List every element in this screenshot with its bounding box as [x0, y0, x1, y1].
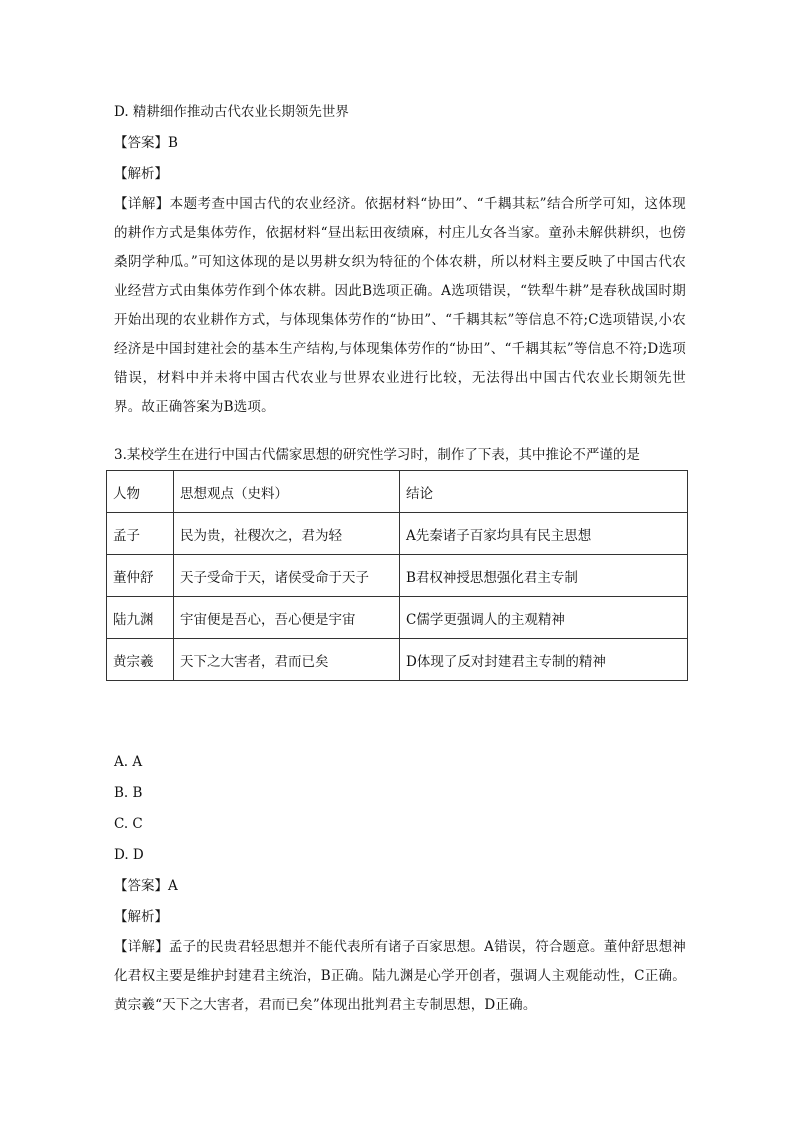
table-cell: C儒学更强调人的主观精神	[400, 597, 688, 639]
q3-option-a: A. A	[114, 754, 143, 770]
table-header-cell: 结论	[400, 471, 688, 513]
table-row	[107, 597, 688, 639]
q3-table	[106, 470, 688, 681]
table-cell: 陆九渊	[107, 597, 174, 639]
table-header-row	[107, 471, 688, 513]
table-row	[107, 555, 688, 597]
q2-answer: 【答案】B	[114, 135, 178, 151]
table-cell: 宇宙便是吾心，吾心便是宇宙	[174, 597, 400, 639]
q3-option-c: C. C	[114, 816, 143, 832]
q2-analysis-label: 【解析】	[114, 166, 168, 182]
table-header-cell: 人物	[107, 471, 174, 513]
table-cell: A先秦诸子百家均具有民主思想	[400, 513, 688, 555]
table-cell: 孟子	[107, 513, 174, 555]
table-header-cell: 思想观点（史料）	[174, 471, 400, 513]
q3-analysis-label: 【解析】	[114, 909, 168, 925]
table-row	[107, 639, 688, 681]
table-cell: 董仲舒	[107, 555, 174, 597]
table-cell: D体现了反对封建君主专制的精神	[400, 639, 688, 681]
table-row	[107, 513, 688, 555]
table-cell: 天子受命于天，诸侯受命于天子	[174, 555, 400, 597]
q3-option-b: B. B	[114, 785, 143, 801]
q3-answer: 【答案】A	[114, 878, 178, 894]
q3-option-d: D. D	[114, 847, 144, 863]
q2-detail: 【详解】本题考查中国古代的农业经济。依据材料“协田”、“千耦其耘”结合所学可知，这体现的耕作方式是集体劳作，依据材料“昼出耘田夜绩麻，村庄儿女各当家。童孙未解供耕织，也傍桑阴学种瓜。”可知这体现的是以男耕女织为特征的个体农耕，所以材料主要反映了中国古代农业经营方式由集体劳作到个体农耕。因此B选项正确。A选项错误，“铁犁牛耕”是春秋战国时期开始出现的农业耕作方式，与体现集体劳作的“协田”、“千耦其耘”等信息不符;C选项错误,小农经济是中国封建社会的基本生产结构,与体现集体劳作的“协田”、“千耦其耘”等信息不符;D选项错误，材料中并未将中国古代农业与世界农业进行比较，无法得出中国古代农业长期领先世界。故正确答案为B选项。	[114, 196, 686, 415]
table-cell: 黄宗羲	[107, 639, 174, 681]
table-cell: 民为贵，社稷次之，君为轻	[174, 513, 400, 555]
table-cell: 天下之大害者，君而已矣	[174, 639, 400, 681]
q2-option-d: D. 精耕细作推动古代农业长期领先世界	[114, 104, 349, 120]
q3-detail: 【详解】孟子的民贵君轻思想并不能代表所有诸子百家思想。A错误，符合题意。董仲舒思想神化君权主要是维护封建君主统治，B正确。陆九渊是心学开创者，强调人主观能动性，C正确。黄宗羲“天下之大害者，君而已矣”体现出批判君主专制思想，D正确。	[114, 939, 686, 1013]
q3-stem: 3.某校学生在进行中国古代儒家思想的研究性学习时，制作了下表，其中推论不严谨的是	[114, 447, 640, 463]
table-cell: B君权神授思想强化君主专制	[400, 555, 688, 597]
